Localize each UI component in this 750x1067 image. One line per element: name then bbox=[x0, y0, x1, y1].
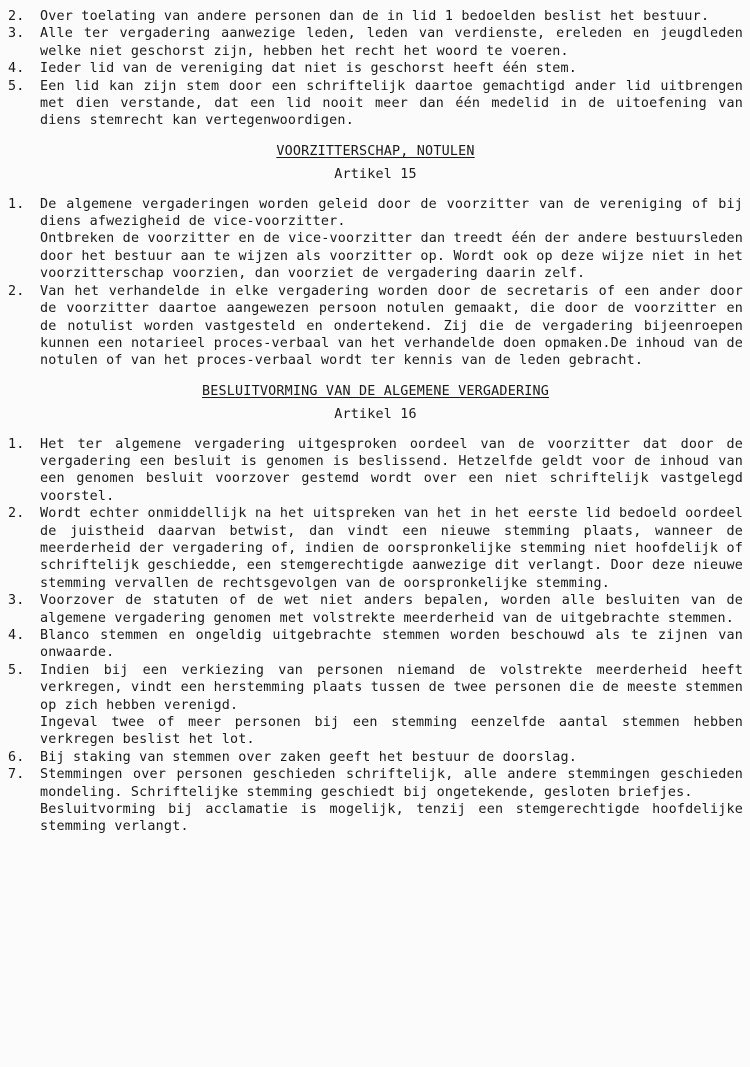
item-text bbox=[40, 78, 743, 130]
item-text bbox=[40, 505, 743, 592]
item-text bbox=[40, 60, 743, 77]
item-text bbox=[40, 25, 743, 60]
item-paragraph: Voorzover de statuten of de wet niet anders bepalen, worden alle besluiten van de algemene vergadering genomen met volstrekte meerderheid van de uitgebrachte stemmen. bbox=[40, 593, 743, 626]
item-paragraph: Besluitvorming bij acclamatie is mogelijk, tenzij een stemgerechtigde hoofdelijke stemming verlangt. bbox=[40, 802, 743, 835]
article-15-list bbox=[8, 196, 743, 370]
list-item bbox=[8, 749, 743, 766]
item-number: 1. bbox=[8, 436, 25, 452]
list-item bbox=[8, 505, 743, 592]
list-item bbox=[8, 436, 743, 506]
document-body bbox=[8, 8, 743, 836]
item-paragraph: Ontbreken de voorzitter en de vice-voorzitter dan treedt één der andere bestuursleden door het bestuur aan te wijzen als voorzitter op. Wordt ook op deze wijze niet in het voorzitterschap voorzien, dan voorziet de vergadering daarin zelf. bbox=[40, 231, 743, 282]
item-text bbox=[40, 627, 743, 662]
section-heading: BESLUITVORMING VAN DE ALGEMENE VERGADERING bbox=[202, 383, 549, 399]
item-number: 3. bbox=[8, 26, 25, 42]
item-paragraph: Het ter algemene vergadering uitgesproken oordeel van de voorzitter dat door de vergadering een besluit is genomen is beslissend. Hetzelfde geldt voor de inhoud van een genomen besluit voorzover gestemd wordt over een niet schriftelijk vastgelegd voorstel. bbox=[40, 436, 743, 504]
item-paragraph: Blanco stemmen en ongeldig uitgebrachte stemmen worden beschouwd als te zijnen van onwaarde. bbox=[40, 628, 743, 661]
item-number: 6. bbox=[8, 749, 25, 765]
list-item bbox=[8, 78, 743, 130]
item-paragraph: Ingeval twee of meer personen bij een stemming eenzelfde aantal stemmen hebben verkregen beslist het lot. bbox=[40, 715, 743, 748]
item-number: 2. bbox=[8, 9, 25, 24]
item-paragraph: De algemene vergaderingen worden geleid door de voorzitter van de vereniging of bij diens afwezigheid de vice-voorzitter. bbox=[40, 196, 743, 230]
list-item bbox=[8, 60, 743, 77]
item-number: 2. bbox=[8, 506, 25, 522]
item-number: 5. bbox=[8, 662, 25, 678]
item-number: 7. bbox=[8, 767, 25, 783]
item-text bbox=[40, 592, 743, 627]
item-paragraph: Stemmingen over personen geschieden schriftelijk, alle andere stemmingen geschieden mondeling. Schriftelijke stemming geschiedt bij ongetekende, gesloten briefjes. bbox=[40, 767, 743, 800]
item-number: 5. bbox=[8, 78, 25, 94]
intro-list bbox=[8, 8, 743, 130]
item-text bbox=[40, 749, 743, 766]
item-paragraph: Een lid kan zijn stem door een schriftelijk daartoe gemachtigd ander lid uitbrengen met dien verstande, dat een lid nooit meer dan één medelid in de uitoefening van diens stemrecht kan vertegenwoordigen. bbox=[40, 78, 743, 129]
item-number: 1. bbox=[8, 196, 25, 212]
item-paragraph: Indien bij een verkiezing van personen niemand de volstrekte meerderheid heeft verkregen, vindt een herstemming plaats tussen de twee personen die de meeste stemmen op zich hebben verenigd. bbox=[40, 662, 743, 713]
item-paragraph: Wordt echter onmiddellijk na het uitspreken van het in het eerste lid bedoeld oordeel de juistheid daarvan betwist, dan vindt een nieuwe stemming plaats, wanneer de meerderheid der vergadering of, indien de oorspronkelijke stemming niet hoofdelijk of schriftelijk geschiedde, een stemgerechtigde aanwezige dit verlangt. Door deze nieuwe stemming vervallen de rechtsgevolgen van de oorspronkelijke stemming. bbox=[40, 506, 743, 591]
item-text bbox=[40, 766, 743, 836]
list-item bbox=[8, 766, 743, 836]
item-paragraph: Alle ter vergadering aanwezige leden, leden van verdienste, ereleden en jeugdleden welke niet geschorst zijn, hebben het recht het woord te voeren. bbox=[40, 26, 743, 59]
article-heading: Artikel 16 bbox=[334, 407, 417, 423]
item-number: 2. bbox=[8, 283, 25, 299]
item-text bbox=[40, 662, 743, 749]
article-heading: Artikel 15 bbox=[334, 167, 417, 183]
item-number: 3. bbox=[8, 593, 25, 609]
item-paragraph: Over toelating van andere personen dan de in lid 1 bedoelden beslist het bestuur. bbox=[40, 9, 710, 24]
list-item bbox=[8, 627, 743, 662]
list-item bbox=[8, 196, 743, 283]
item-text bbox=[40, 436, 743, 506]
list-item bbox=[8, 592, 743, 627]
item-paragraph: Bij staking van stemmen over zaken geeft het bestuur de doorslag. bbox=[40, 749, 578, 765]
article-16-list bbox=[8, 436, 743, 836]
section-heading: VOORZITTERSCHAP, NOTULEN bbox=[276, 143, 475, 159]
item-number: 4. bbox=[8, 61, 25, 77]
item-text bbox=[40, 283, 743, 370]
list-item bbox=[8, 662, 743, 749]
item-text bbox=[40, 196, 743, 283]
item-number: 4. bbox=[8, 628, 25, 643]
list-item bbox=[8, 8, 743, 25]
list-item bbox=[8, 25, 743, 60]
item-paragraph: Ieder lid van de vereniging dat niet is geschorst heeft één stem. bbox=[40, 61, 578, 77]
item-text bbox=[40, 8, 743, 25]
item-paragraph: Van het verhandelde in elke vergadering worden door de secretaris of een ander door de voorzitter daartoe aangewezen persoon notulen gemaakt, die door de voorzitter en de notulist worden vastgesteld en ondertekend. Zij die de vergadering bijeenroepen kunnen een notarieel proces-verbaal van het verhandelde doen opmaken.De inhoud van de notulen of van het proces-verbaal wordt ter kennis van de leden gebracht. bbox=[40, 283, 743, 369]
list-item bbox=[8, 283, 743, 370]
